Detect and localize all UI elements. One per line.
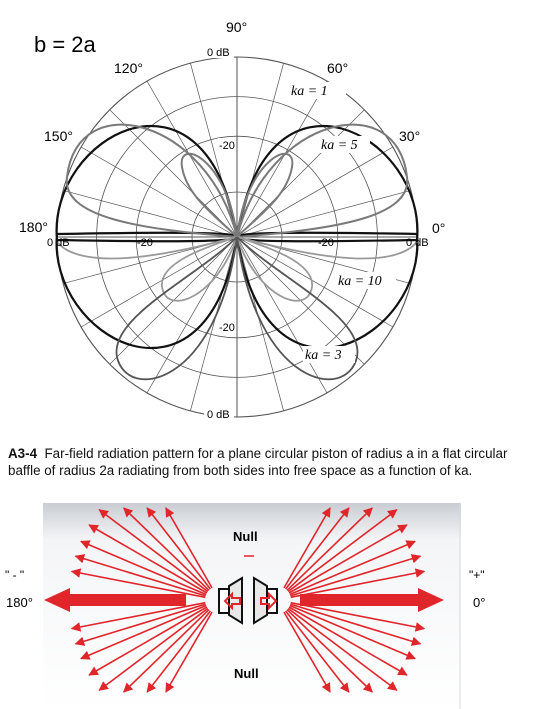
dipole-diagram-panel — [0, 503, 537, 709]
curve-label-ka10: ka = 10 — [338, 274, 382, 289]
db-label-right: 0 dB — [406, 237, 429, 249]
angle-label-0-bottom: 0° — [473, 595, 486, 610]
db-label-bottom: 0 dB — [207, 409, 230, 421]
null-label-top: Null — [233, 529, 258, 544]
angle-label-90: 90° — [226, 19, 248, 35]
figure-caption — [8, 445, 532, 479]
angle-label-30: 30° — [399, 128, 421, 144]
curve-label-ka5: ka = 5 — [321, 138, 358, 153]
angle-label-150: 150° — [44, 128, 73, 144]
angle-label-0: 0° — [432, 220, 446, 236]
angle-label-180: 180° — [19, 219, 48, 235]
angle-label-180-bottom: 180° — [6, 595, 33, 610]
angle-label-120: 120° — [114, 60, 143, 76]
null-label-bottom: Null — [234, 666, 259, 681]
caption-id: A3-4 — [8, 446, 38, 461]
minus-sign-label: " - " — [5, 568, 25, 582]
db-label-minus20-left: -20 — [137, 237, 153, 249]
db-label-top: 0 dB — [207, 47, 230, 59]
angle-label-60: 60° — [327, 60, 349, 76]
plus-sign-label: "+" — [469, 568, 485, 582]
curve-label-ka3: ka = 3 — [305, 348, 342, 363]
db-label-minus20-up: -20 — [219, 140, 235, 152]
figure-title: b = 2a — [34, 32, 96, 57]
db-label-minus20-down: -20 — [219, 322, 235, 334]
dipole-radiation-diagram — [0, 503, 537, 709]
db-label-minus20-right: -20 — [318, 237, 334, 249]
db-label-left: 0 dB — [47, 237, 70, 249]
caption-text: Far-field radiation pattern for a plane circular piston of radius a in a flat circular baffle of radius 2a radiating from both sides into free space as a function of ka. — [8, 446, 508, 478]
curve-label-ka1: ka = 1 — [291, 84, 328, 99]
